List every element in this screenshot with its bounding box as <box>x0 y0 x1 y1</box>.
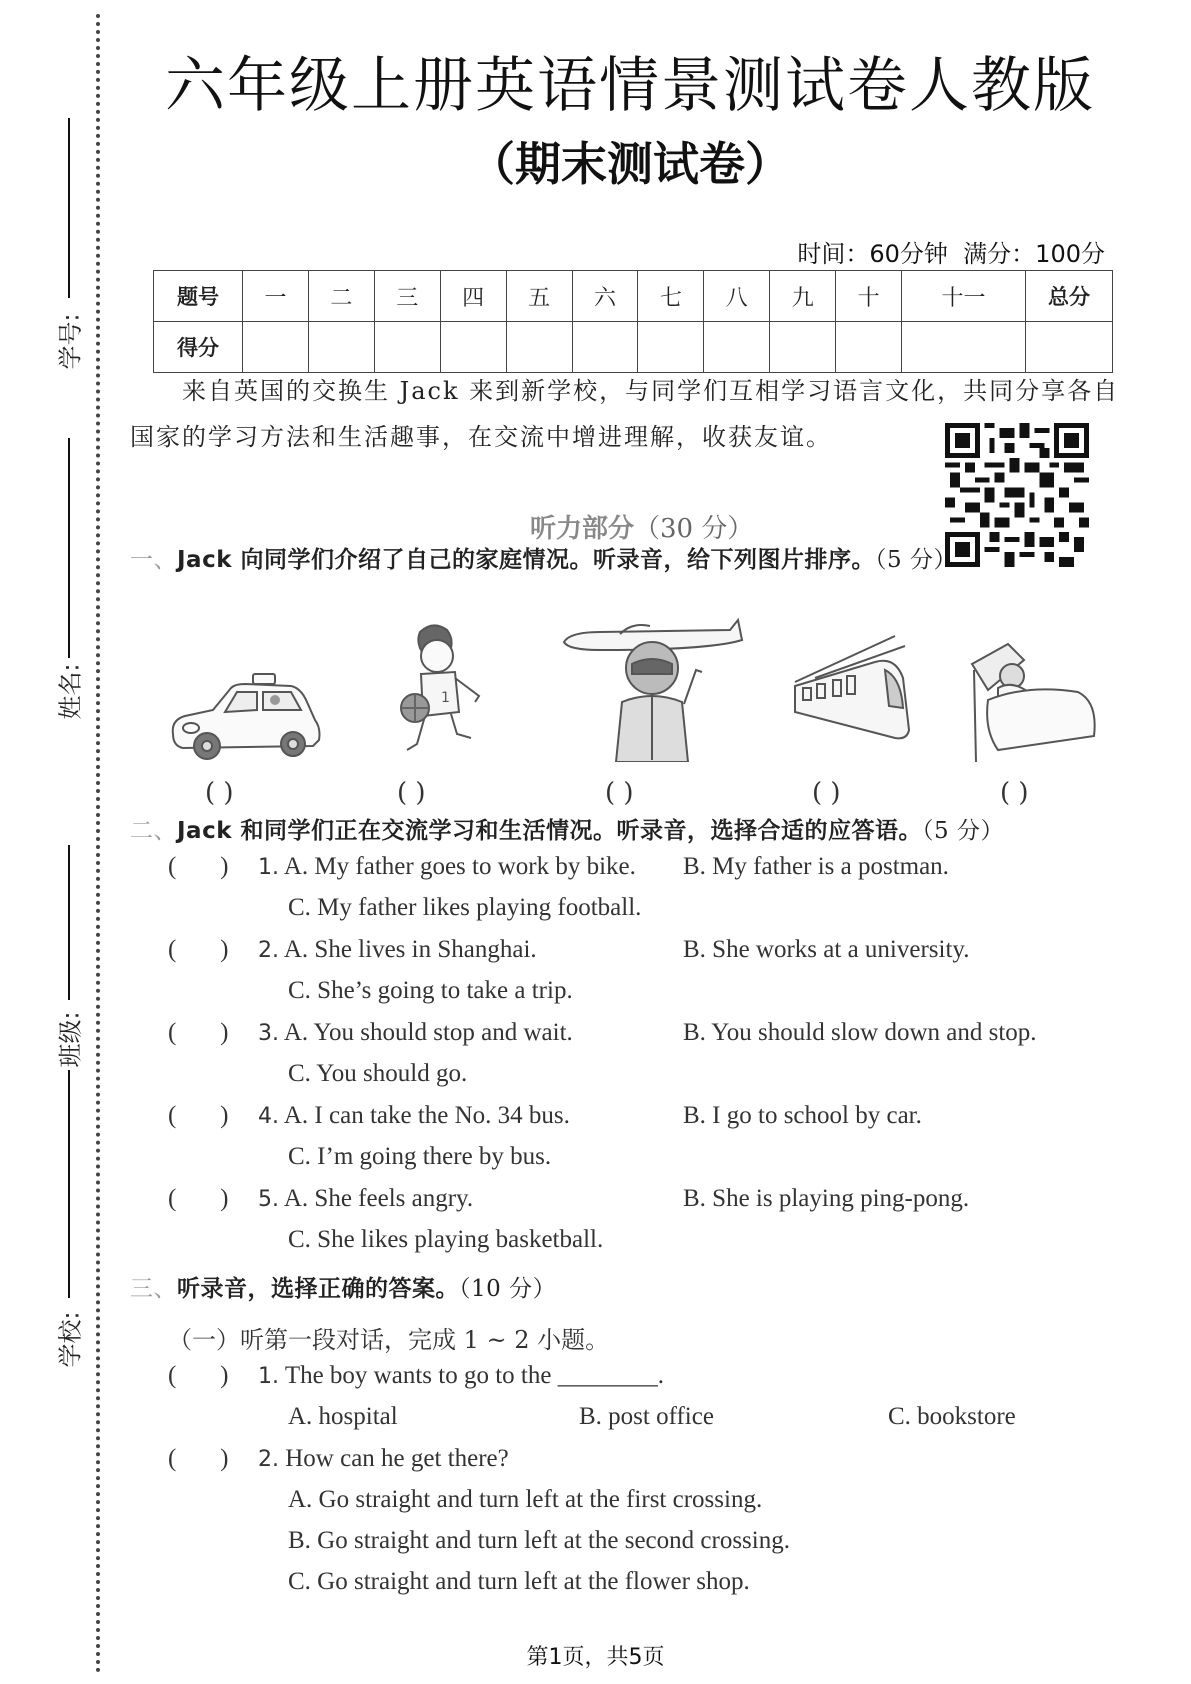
q2-item-5-answer-bracket[interactable]: ( ) <box>168 1185 229 1212</box>
q2-number: 二、 <box>130 818 177 844</box>
question-number-label: 题号 <box>154 271 243 322</box>
col-9: 九 <box>770 271 836 322</box>
q2-points: （5 分） <box>922 818 1004 844</box>
q3-item-1-answer-bracket[interactable]: ( ) <box>168 1362 229 1389</box>
q3-item-1-stem: The boy wants to go to the ________. <box>284 1362 664 1389</box>
q3-item-1-option-a: A. hospital <box>288 1403 398 1430</box>
score-cell-8[interactable] <box>704 322 770 373</box>
q2-item-1-answer-bracket[interactable]: ( ) <box>168 853 229 880</box>
col-1: 一 <box>243 271 309 322</box>
q2-heading <box>130 812 1004 845</box>
q1-number: 一、 <box>130 547 177 573</box>
q2-item-4-option-c: C. I’m going there by bus. <box>288 1143 552 1170</box>
col-2: 二 <box>308 271 374 322</box>
q3-item-1-option-c: C. bookstore <box>888 1403 1016 1430</box>
q2-item-2-number: 2. <box>258 938 279 963</box>
q1-answer-pilot[interactable]: ( ) <box>605 778 634 808</box>
q1-answer-train[interactable]: ( ) <box>812 778 841 808</box>
q1-answer-taxi[interactable]: ( ) <box>205 778 234 808</box>
intro-line-1: 来自英国的交换生 Jack 来到新学校，与同学们互相学习语言文化，共同分享各自 <box>182 377 1120 405</box>
score-cell-9[interactable] <box>770 322 836 373</box>
score-cell-4[interactable] <box>440 322 506 373</box>
taxi-picture <box>165 672 325 764</box>
name-line[interactable] <box>68 438 70 658</box>
score-cell-6[interactable] <box>572 322 638 373</box>
col-10: 十 <box>836 271 902 322</box>
col-3: 三 <box>374 271 440 322</box>
total-label: 总分 <box>1026 271 1113 322</box>
score-cell-10[interactable] <box>836 322 902 373</box>
q2-item-2-option-a: A. She lives in Shanghai. <box>283 936 537 963</box>
q3-item-2-stem: How can he get there? <box>285 1445 509 1472</box>
q2-item-4-number: 4. <box>258 1104 279 1129</box>
q3-number: 三、 <box>130 1276 177 1302</box>
q2-item-1 <box>168 853 636 881</box>
col-8: 八 <box>704 271 770 322</box>
q2-item-4 <box>168 1102 570 1130</box>
q1-title: Jack 向同学们介绍了自己的家庭情况。听录音，给下列图片排序。 <box>177 547 876 573</box>
train-picture <box>785 632 915 752</box>
listening-section-points: （30 分） <box>634 514 754 544</box>
q3-item-2-option-b: B. Go straight and turn left at the second crossing. <box>288 1527 790 1554</box>
q1-answer-woman[interactable]: ( ) <box>1000 778 1029 808</box>
q2-item-1-option-b: B. My father is a postman. <box>683 853 949 880</box>
score-cell-3[interactable] <box>374 322 440 373</box>
q2-item-1-option-c: C. My father likes playing football. <box>288 894 642 921</box>
q3-item-1-number: 1. <box>258 1364 279 1389</box>
q2-item-2-answer-bracket[interactable]: ( ) <box>168 936 229 963</box>
score-table-score-row <box>154 322 1113 373</box>
col-7: 七 <box>638 271 704 322</box>
page-number: 第1页，共5页 <box>526 1645 665 1670</box>
q2-item-3-option-b: B. You should slow down and stop. <box>683 1019 1037 1046</box>
q2-title: Jack 和同学们正在交流学习和生活情况。听录音，选择合适的应答语。 <box>177 818 923 844</box>
q2-item-3-option-c: C. You should go. <box>288 1060 468 1087</box>
pilot-airplane-picture <box>560 612 745 762</box>
q2-item-2-option-c: C. She’s going to take a trip. <box>288 977 573 1004</box>
name-field[interactable] <box>44 430 84 730</box>
svg-text:1: 1 <box>441 690 450 706</box>
name-label: 姓名: <box>56 663 85 720</box>
q2-item-1-option-a: A. My father goes to work by bike. <box>283 853 636 880</box>
score-cell-7[interactable] <box>638 322 704 373</box>
score-cell-11[interactable] <box>902 322 1026 373</box>
listening-section-title: 听力部分 <box>530 514 635 544</box>
qr-code-icon[interactable] <box>934 423 1100 567</box>
q2-item-3 <box>168 1019 573 1047</box>
score-cell-1[interactable] <box>243 322 309 373</box>
q2-item-5 <box>168 1185 473 1213</box>
q3-item-2-option-a: A. Go straight and turn left at the first crossing. <box>288 1486 763 1513</box>
q2-item-2-option-b: B. She works at a university. <box>683 936 970 963</box>
col-6: 六 <box>572 271 638 322</box>
q3-points: （10 分） <box>459 1276 557 1302</box>
q2-item-5-number: 5. <box>258 1187 279 1212</box>
col-4: 四 <box>440 271 506 322</box>
page-title: 六年级上册英语情景测试卷人教版 <box>165 51 1095 121</box>
q3-heading <box>130 1270 556 1303</box>
q3-item-2-number: 2. <box>258 1447 279 1472</box>
woman-in-bed-picture <box>968 640 1098 765</box>
q3-title: 听录音，选择正确的答案。 <box>177 1276 459 1302</box>
q2-item-1-number: 1. <box>258 855 279 880</box>
intro-line-2: 国家的学习方法和生活趣事，在交流中增进理解，收获友谊。 <box>130 423 832 451</box>
score-label: 得分 <box>154 322 243 373</box>
page-subtitle: （期末测试卷） <box>469 137 791 191</box>
q1-answer-row <box>0 778 1191 812</box>
listening-section-heading <box>530 508 753 545</box>
q2-item-5-option-c: C. She likes playing basketball. <box>288 1226 604 1253</box>
col-5: 五 <box>506 271 572 322</box>
score-cell-total[interactable] <box>1026 322 1113 373</box>
q3-item-2-option-c: C. Go straight and turn left at the flower shop. <box>288 1568 750 1595</box>
school-field[interactable] <box>44 1070 84 1370</box>
score-cell-5[interactable] <box>506 322 572 373</box>
boy-basketball-picture <box>385 622 495 762</box>
q2-item-5-option-a: A. She feels angry. <box>283 1185 474 1212</box>
q2-item-5-option-b: B. She is playing ping-pong. <box>683 1185 970 1212</box>
student-id-line[interactable] <box>68 118 70 298</box>
col-11: 十一 <box>902 271 1026 322</box>
q2-item-2 <box>168 936 537 964</box>
q1-answer-boy[interactable]: ( ) <box>397 778 426 808</box>
q2-item-3-option-a: A. You should stop and wait. <box>283 1019 573 1046</box>
school-label: 学校: <box>56 1311 85 1368</box>
q2-item-4-answer-bracket[interactable]: ( ) <box>168 1102 229 1129</box>
school-line[interactable] <box>68 1070 70 1298</box>
q3-item-2 <box>168 1445 509 1473</box>
q3-item-2-answer-bracket[interactable]: ( ) <box>168 1445 229 1472</box>
score-cell-2[interactable] <box>308 322 374 373</box>
q2-item-3-number: 3. <box>258 1021 279 1046</box>
q2-item-4-option-b: B. I go to school by car. <box>683 1102 922 1129</box>
q3-item-1 <box>168 1362 664 1390</box>
q3-item-1-option-b: B. post office <box>579 1403 714 1430</box>
class-line[interactable] <box>68 845 70 1000</box>
q2-item-4-option-a: A. I can take the No. 34 bus. <box>283 1102 570 1129</box>
score-table <box>153 270 1113 373</box>
q3-sub-heading: （一）听第一段对话，完成 1 ~ 2 小题。 <box>168 1326 610 1354</box>
student-id-field[interactable] <box>44 110 84 370</box>
q1-points: （5 分） <box>875 547 957 573</box>
binding-margin <box>0 0 115 1684</box>
cut-line <box>96 14 100 1674</box>
score-table-header-row <box>154 271 1113 322</box>
student-id-label: 学号: <box>56 313 85 370</box>
exam-meta: 时间：60分钟 满分：100分 <box>797 240 1105 268</box>
q2-item-3-answer-bracket[interactable]: ( ) <box>168 1019 229 1046</box>
class-label: 班级: <box>56 1011 85 1068</box>
q1-heading <box>130 541 957 574</box>
